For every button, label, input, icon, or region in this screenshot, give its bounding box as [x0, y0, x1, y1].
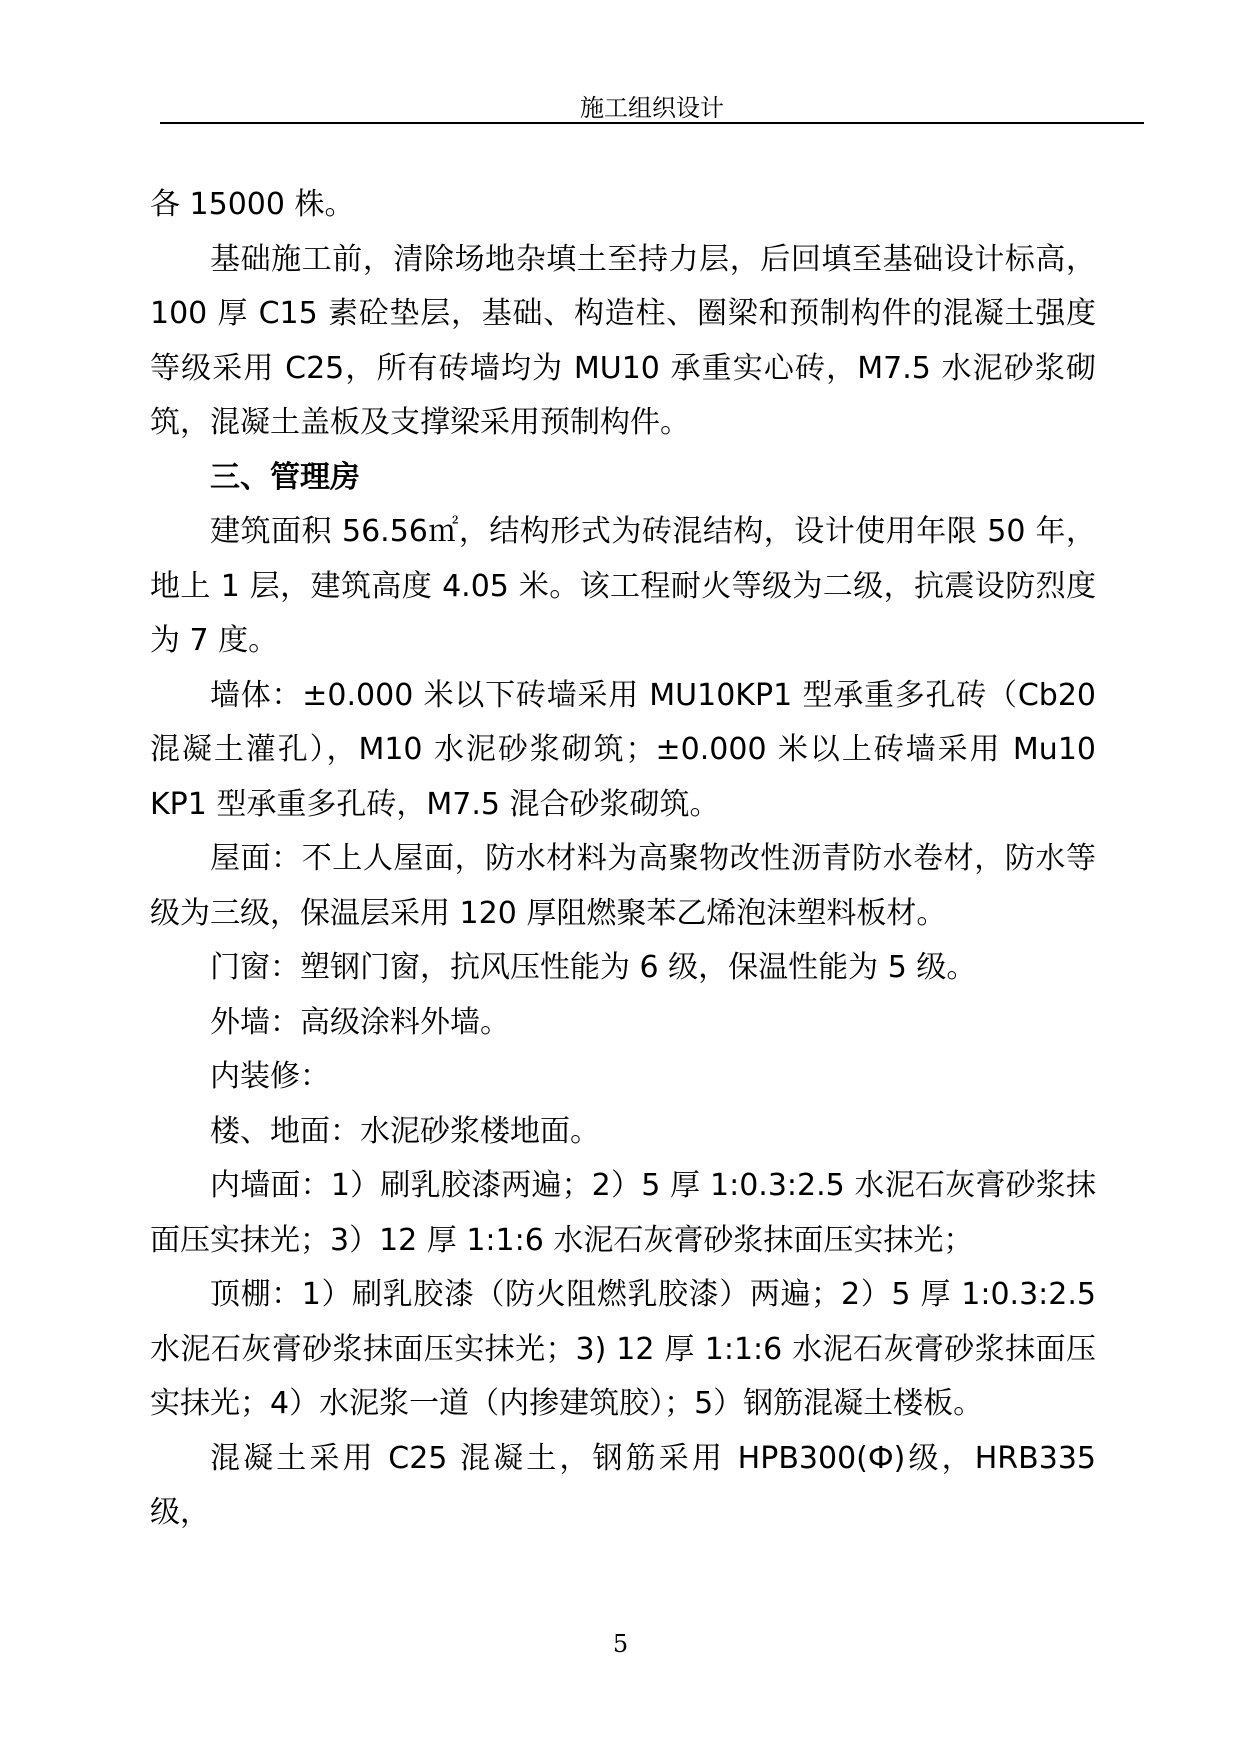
paragraph-interior-walls: 内墙面：1）刷乳胶漆两遍；2）5 厚 1:0.3:2.5 水泥石灰膏砂浆抹面压实抹光；3）12 厚 1:1:6 水泥石灰膏砂浆抹面压实抹光；	[150, 1168, 1096, 1258]
body-text	[150, 178, 1096, 1541]
paragraph-ceiling: 顶棚：1）刷乳胶漆（防火阻燃乳胶漆）两遍；2）5 厚 1:0.3:2.5 水泥石灰膏砂浆抹面压实抹光；3) 12 厚 1:1:6 水泥石灰膏砂浆抹面压实抹光；4）水泥浆一道（内掺建筑胶）；5）钢筋混凝土楼板。	[150, 1277, 1096, 1421]
paragraph-floors: 楼、地面：水泥砂浆楼地面。	[210, 1113, 600, 1149]
header-divider	[160, 122, 1144, 124]
paragraph-interior-finish: 内装修：	[210, 1059, 330, 1094]
page-number: 5	[612, 1630, 629, 1658]
paragraph-building-overview: 建筑面积 56.56㎡，结构形式为砖混结构，设计使用年限 50 年，地上 1 层，建筑高度 4.05 米。该工程耐火等级为二级，抗震设防烈度为 7 度。	[150, 514, 1096, 658]
section-heading-management-building: 三、管理房	[210, 459, 360, 495]
paragraph-walls: 墙体：±0.000 米以下砖墙采用 MU10KP1 型承重多孔砖（Cb20 混凝土灌孔），M10 水泥砂浆砌筑；±0.000 米以上砖墙采用 Mu10 KP1 型承重多孔砖，M7.5 混合砂浆砌筑。	[150, 677, 1096, 822]
paragraph-doors-windows: 门窗：塑钢门窗，抗风压性能为 6 级，保温性能为 5 级。	[210, 950, 977, 985]
running-header: 施工组织设计	[580, 94, 724, 122]
paragraph-roof: 屋面：不上人屋面，防水材料为高聚物改性沥青防水卷材，防水等级为三级，保温层采用 120 厚阻燃聚苯乙烯泡沫塑料板材。	[150, 841, 1096, 931]
paragraph-concrete-rebar: 混凝土采用 C25 混凝土，钢筋采用 HPB300(Ф)级，HRB335 级，	[150, 1440, 1096, 1530]
paragraph-foundation: 基础施工前，清除场地杂填土至持力层，后回填至基础设计标高，100 厚 C15 素砼垫层，基础、构造柱、圈梁和预制构件的混凝土强度等级采用 C25，所有砖墙均为 MU10 承重实心砖，M7.5 水泥砂浆砌筑，混凝土盖板及支撑梁采用预制构件。	[150, 241, 1096, 440]
paragraph-plant-count: 各 15000 株。	[150, 187, 355, 222]
paragraph-exterior-wall: 外墙：高级涂料外墙。	[210, 1004, 510, 1040]
